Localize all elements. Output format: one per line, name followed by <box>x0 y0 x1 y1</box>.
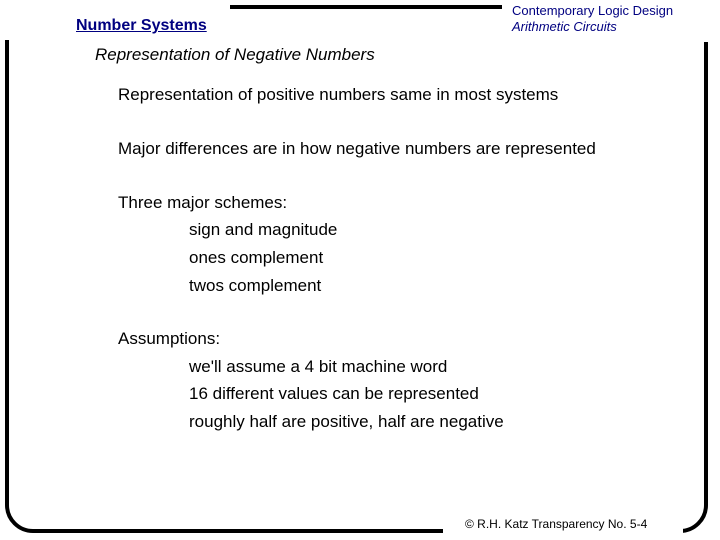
assumption-item: we'll assume a 4 bit machine word <box>189 357 448 376</box>
scheme-item: sign and magnitude <box>189 220 338 239</box>
assumption-item: 16 different values can be represented <box>189 384 479 403</box>
point-positive: Representation of positive numbers same in most systems <box>118 85 559 104</box>
scheme-item: twos complement <box>189 276 322 295</box>
slide-title: Representation of Negative Numbers <box>95 45 375 64</box>
topic-title: Arithmetic Circuits <box>512 19 617 34</box>
footer-panel <box>443 510 683 538</box>
section-title: Number Systems <box>76 17 207 34</box>
schemes-heading: Three major schemes: <box>118 193 288 212</box>
point-negative: Major differences are in how negative numbers are represented <box>118 139 596 158</box>
footer-credit: © R.H. Katz Transparency No. 5-4 <box>465 517 648 531</box>
scheme-item: ones complement <box>189 248 324 267</box>
assumptions-heading: Assumptions: <box>118 329 221 348</box>
course-title: Contemporary Logic Design <box>512 3 674 18</box>
header-left-panel <box>0 0 230 40</box>
assumption-item: roughly half are positive, half are negative <box>189 412 504 431</box>
header-right-panel <box>502 0 720 42</box>
